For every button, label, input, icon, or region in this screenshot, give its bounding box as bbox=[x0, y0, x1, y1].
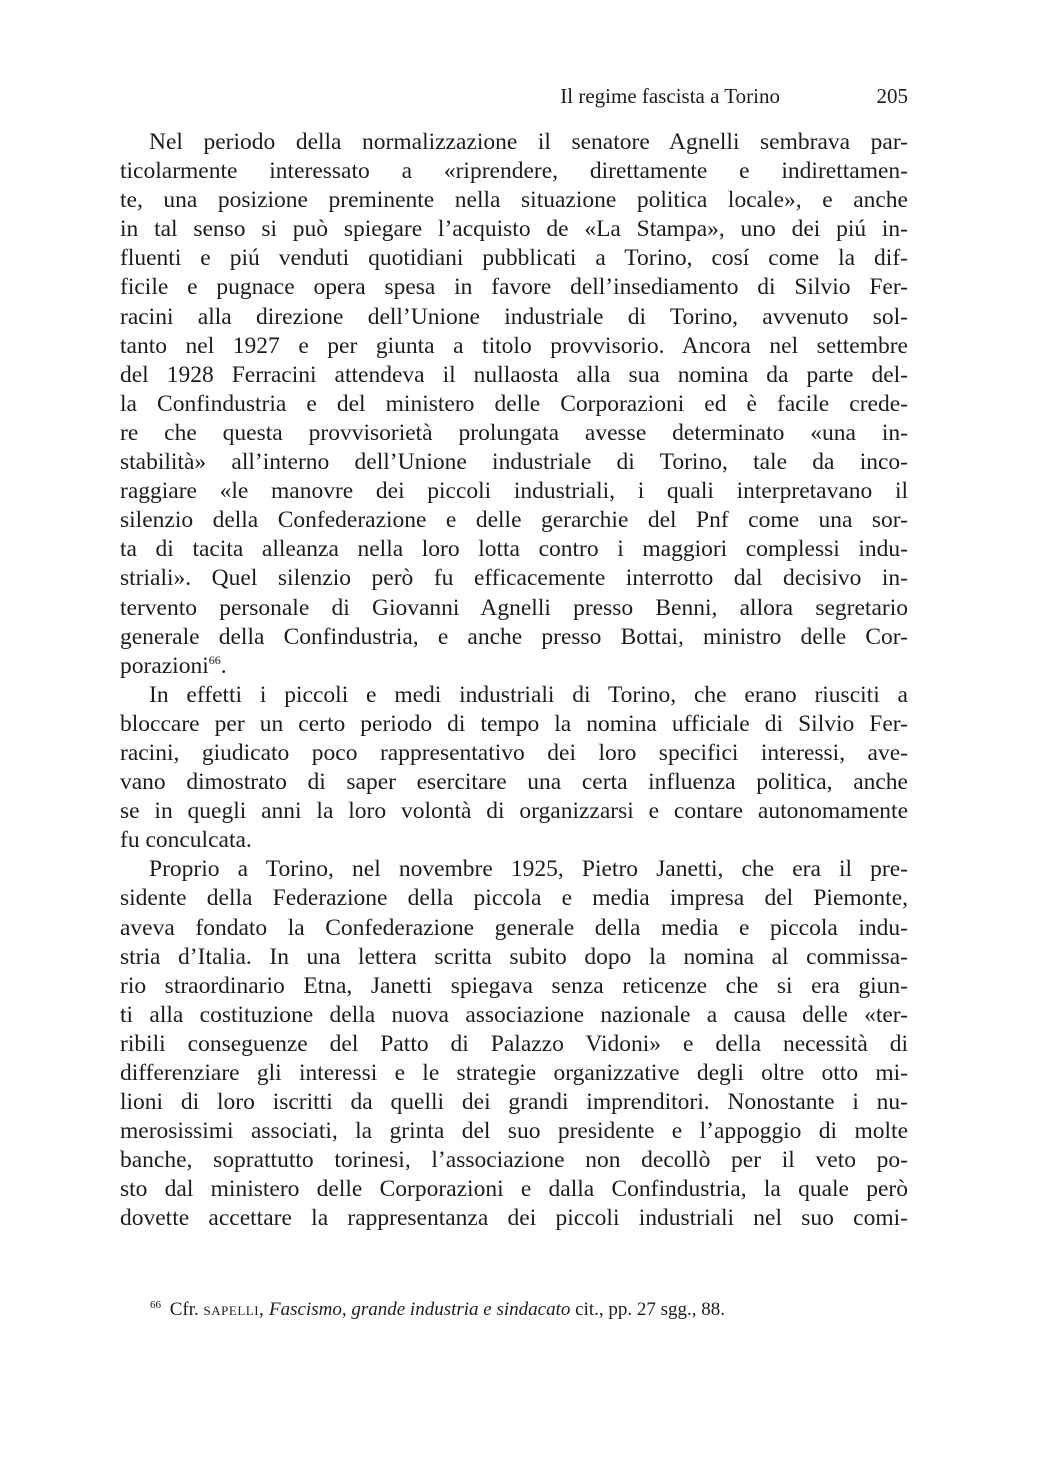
footnote bbox=[150, 1299, 725, 1321]
text-line: banche, soprattutto torinesi, l’associazione non decollò per il veto po- bbox=[120, 1147, 908, 1174]
text-fragment: porazioni bbox=[120, 652, 209, 679]
paragraph-1 bbox=[120, 128, 908, 681]
footnote-reference[interactable]: 66 bbox=[208, 652, 221, 667]
text-line: dovette accettare la rappresentanza dei piccoli industriali nel suo comi- bbox=[120, 1205, 908, 1232]
text-line: sto dal ministero delle Corporazioni e dalla Confindustria, la quale però bbox=[120, 1176, 908, 1203]
footnote-prefix: Cfr. bbox=[169, 1299, 199, 1320]
text-line: rio straordinario Etna, Janetti spiegava senza reticenze che si era giun- bbox=[120, 972, 908, 999]
text-line: in tal senso si può spiegare l’acquisto de «La Stampa», uno dei piú in- bbox=[120, 216, 908, 243]
text-line: re che questa provvisorietà prolungata avesse determinato «una in- bbox=[120, 419, 908, 446]
text-line: fluenti e piú venduti quotidiani pubblicati a Torino, cosí come la dif- bbox=[120, 245, 908, 272]
text-line: ticolarmente interessato a «riprendere, direttamente e indirettamen- bbox=[120, 158, 908, 185]
text-line: silenzio della Confederazione e delle gerarchie del Pnf come una sor- bbox=[120, 507, 908, 534]
text-line: ti alla costituzione della nuova associazione nazionale a causa delle «ter- bbox=[120, 1001, 908, 1028]
text-line: se in quegli anni la loro volontà di organizzarsi e contare autonomamente bbox=[120, 798, 908, 825]
text-line: racini, giudicato poco rappresentativo dei loro specifici interessi, ave- bbox=[120, 739, 908, 766]
text-line: generale della Confindustria, e anche presso Bottai, ministro delle Cor- bbox=[120, 623, 908, 650]
paragraph-3 bbox=[120, 855, 908, 1233]
text-line: raggiare «le manovre dei piccoli industriali, i quali interpretavano il bbox=[120, 478, 908, 505]
text-line-last bbox=[120, 652, 908, 681]
body-text bbox=[120, 128, 908, 1234]
text-line: striali». Quel silenzio però fu efficacemente interrotto dal decisivo in- bbox=[120, 565, 908, 592]
text-line: lioni di loro iscritti da quelli dei grandi imprenditori. Nonostante i nu- bbox=[120, 1089, 908, 1116]
text-line: la Confindustria e del ministero delle Corporazioni ed è facile crede- bbox=[120, 390, 908, 417]
text-line: Nel periodo della normalizzazione il senatore Agnelli sembrava par- bbox=[149, 129, 908, 155]
text-line: tanto nel 1927 e per giunta a titolo provvisorio. Ancora nel settembre bbox=[120, 332, 908, 359]
text-line: In effetti i piccoli e medi industriali di Torino, che erano riusciti a bbox=[149, 681, 908, 708]
text-line: merosissimi associati, la grinta del suo presidente e l’appoggio di molte bbox=[120, 1118, 908, 1145]
text-line-last: fu conculcata. bbox=[120, 827, 252, 854]
text-line: del 1928 Ferracini attendeva il nullaosta alla sua nomina da parte del- bbox=[120, 361, 908, 388]
footnote-title: Fascismo, grande industria e sindacato bbox=[269, 1299, 571, 1320]
text-line: stria d’Italia. In una lettera scritta subito dopo la nomina al commissa- bbox=[120, 943, 908, 970]
page-header bbox=[120, 84, 908, 114]
text-line: stabilità» all’interno dell’Unione industriale di Torino, tale da inco- bbox=[120, 449, 908, 476]
text-line: ficile e pugnace opera spesa in favore dell’insediamento di Silvio Fer- bbox=[120, 274, 908, 301]
text-line: te, una posizione preminente nella situazione politica locale», e anche bbox=[120, 187, 908, 214]
text-line: ribili conseguenze del Patto di Palazzo Vidoni» e della necessità di bbox=[120, 1030, 908, 1057]
text-line: ta di tacita alleanza nella loro lotta contro i maggiori complessi indu- bbox=[120, 536, 908, 563]
footnote-number: 66 bbox=[150, 1298, 161, 1311]
text-line: aveva fondato la Confederazione generale della media e piccola indu- bbox=[120, 914, 908, 941]
text-line: Proprio a Torino, nel novembre 1925, Pietro Janetti, che era il pre- bbox=[149, 856, 908, 883]
footnote-author: sapelli, bbox=[203, 1299, 265, 1320]
text-line: differenziare gli interessi e le strategie organizzative degli oltre otto mi- bbox=[120, 1060, 908, 1086]
running-title: Il regime fascista a Torino bbox=[560, 84, 780, 108]
text-line: sidente della Federazione della piccola e media impresa del Piemonte, bbox=[120, 885, 908, 912]
footnote-suffix: cit., pp. 27 sgg., 88. bbox=[575, 1299, 726, 1320]
page-number: 205 bbox=[876, 84, 908, 108]
text-line: bloccare per un certo periodo di tempo la nomina ufficiale di Silvio Fer- bbox=[120, 710, 908, 737]
text-line: vano dimostrato di saper esercitare una certa influenza politica, anche bbox=[120, 769, 908, 796]
paragraph-2 bbox=[120, 681, 908, 856]
text-line: racini alla direzione dell’Unione industriale di Torino, avvenuto sol- bbox=[120, 303, 908, 330]
text-line: tervento personale di Giovanni Agnelli presso Benni, allora segretario bbox=[120, 594, 908, 621]
text-fragment: . bbox=[220, 652, 227, 679]
